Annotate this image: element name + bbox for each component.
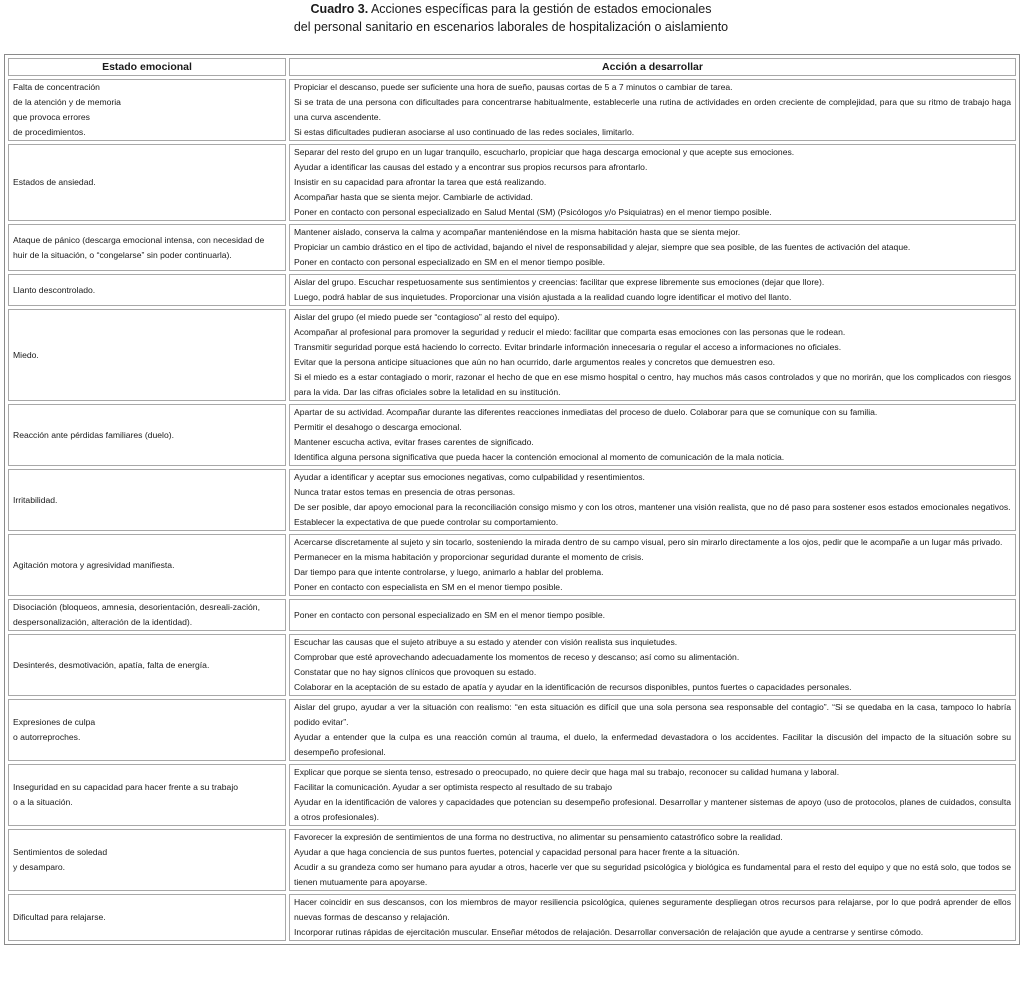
emotional-state-cell bbox=[8, 274, 286, 306]
table-row bbox=[8, 534, 1016, 596]
emotional-state-text: Llanto descontrolado. bbox=[13, 284, 96, 295]
table-row bbox=[8, 829, 1016, 891]
emotional-state-text: Desinterés, desmotivación, apatía, falta de energía. bbox=[13, 659, 210, 670]
action-text: Luego, podrá hablar de sus inquietudes. Proporcionar una visión ajustada a la realidad cuando logre identificar el motivo del llanto. bbox=[294, 292, 792, 302]
action-text: Poner en contacto con personal especializado en SM en el menor tiempo posible. bbox=[294, 257, 605, 267]
emotional-state-cell bbox=[8, 79, 286, 141]
action-text: Separar del resto del grupo en un lugar tranquilo, escucharlo, propiciar que haga descarga emocional y que acepte sus emociones. bbox=[294, 147, 795, 157]
emotional-state-text: Disociación (bloqueos, amnesia, desorientación, desreali-zación, despersonalización, alteración de la identidad). bbox=[13, 602, 260, 627]
action-text: Constatar que no hay signos clínicos que provoquen su estado. bbox=[294, 667, 537, 677]
emotional-state-cell bbox=[8, 599, 286, 631]
table-row bbox=[8, 309, 1016, 401]
emotional-state-text: Falta de concentración bbox=[13, 82, 100, 92]
action-text: Poner en contacto con personal especializado en Salud Mental (SM) (Psicólogos y/o Psiquiatras) en el menor tiempo posible. bbox=[294, 207, 772, 217]
table-row bbox=[8, 894, 1016, 941]
action-text: Mantener escucha activa, evitar frases carentes de significado. bbox=[294, 437, 534, 447]
action-text: Transmitir seguridad porque está haciendo lo correcto. Evitar brindarle información innecesaria o regular el acceso a informaciones no oficiales. bbox=[294, 342, 842, 352]
action-cell bbox=[289, 699, 1016, 761]
action-text: Insistir en su capacidad para afrontar la tarea que está realizando. bbox=[294, 177, 547, 187]
action-text: Permanecer en la misma habitación y proporcionar seguridad durante el momento de crisis. bbox=[294, 552, 644, 562]
table-row bbox=[8, 699, 1016, 761]
action-text: Ayudar a identificar y aceptar sus emociones negativas, como culpabilidad y resentimientos. bbox=[294, 472, 645, 482]
emotional-state-text: o a la situación. bbox=[13, 797, 73, 807]
emotional-state-cell bbox=[8, 699, 286, 761]
action-text: Acompañar hasta que se sienta mejor. Cambiarle de actividad. bbox=[294, 192, 533, 202]
action-text: Apartar de su actividad. Acompañar durante las diferentes reacciones inmediatas del proceso de duelo. Colaborar para que se comunique con su familia. bbox=[294, 407, 878, 417]
table-header-row bbox=[8, 58, 1016, 76]
action-cell bbox=[289, 274, 1016, 306]
action-text: Hacer coincidir en sus descansos, con los miembros de mayor resiliencia psicológica, quienes seguramente despliegan otros recursos para relajarse, por lo que podrá aprender de ellos nuevas formas de descanso y relajación. bbox=[294, 897, 1011, 922]
action-cell bbox=[289, 404, 1016, 466]
action-text: Propiciar el descanso, puede ser suficiente una hora de sueño, pausas cortas de 5 a 7 minutos o cambiar de tarea. bbox=[294, 82, 733, 92]
action-text: Mantener aislado, conserva la calma y acompañar manteniéndose en la misma habitación hasta que se sienta mejor. bbox=[294, 227, 741, 237]
emotional-state-text: de la atención y de memoria bbox=[13, 97, 121, 107]
table-row bbox=[8, 599, 1016, 631]
action-text: Acompañar al profesional para promover la seguridad y reducir el miedo: facilitar que comparta esas emociones con las personas que le rodean. bbox=[294, 327, 846, 337]
action-text: Evitar que la persona anticipe situaciones que aún no han ocurrido, darle argumentos reales y concretos que demuestren eso. bbox=[294, 357, 776, 367]
emotional-state-text: de procedimientos. bbox=[13, 127, 86, 137]
action-text: Favorecer la expresión de sentimientos de una forma no destructiva, no alimentar su pensamiento catastrófico sobre la realidad. bbox=[294, 832, 783, 842]
emotional-state-text: Sentimientos de soledad bbox=[13, 847, 108, 857]
action-cell bbox=[289, 144, 1016, 221]
emotional-states-table bbox=[5, 55, 1019, 944]
caption-line-2: del personal sanitario en escenarios laborales de hospitalización o aislamiento bbox=[293, 20, 729, 34]
action-text: Si el miedo es a estar contagiado o morir, razonar el hecho de que en ese mismo hospital o centro, hay muchos más casos controlados y que no morirán, que los complicados con riesgos para la vida. Dar las cifras oficiales sobre la letalidad en su institución. bbox=[294, 372, 1011, 397]
action-text: Ayudar en la identificación de valores y capacidades que potencian su desempeño profesional. Desarrollar y mantener sistemas de apoyo (uso de protocolos, planes de cuidados, consulta a otros profesionales). bbox=[294, 797, 1011, 822]
emotional-state-text: Ataque de pánico (descarga emocional intensa, con necesidad de huir de la situación, o “congelarse” sin poder continuarla). bbox=[13, 234, 265, 260]
action-cell bbox=[289, 634, 1016, 696]
emotional-state-cell bbox=[8, 144, 286, 221]
action-text: Ayudar a entender que la culpa es una reacción común al trauma, el duelo, la enfermedad devastadora o los accidentes. Facilitar la discusión del impacto de la situación sobre su desempeño profesional. bbox=[294, 732, 1011, 757]
emotional-state-cell bbox=[8, 469, 286, 531]
action-text: Ayudar a que haga conciencia de sus puntos fuertes, potencial y capacidad personal para hacer frente a la situación. bbox=[294, 847, 740, 857]
table-row bbox=[8, 764, 1016, 826]
action-text: Acercarse discretamente al sujeto y sin tocarlo, sosteniendo la mirada dentro de su campo visual, pero sin mirarlo directamente a los ojos, pedir que le acompañe a un lugar más privado. bbox=[294, 537, 1003, 547]
emotional-state-cell bbox=[8, 224, 286, 271]
action-cell bbox=[289, 79, 1016, 141]
emotional-state-text: Expresiones de culpa bbox=[13, 717, 96, 727]
header-emotional-state: Estado emocional bbox=[8, 58, 286, 76]
action-text: Nunca tratar estos temas en presencia de otras personas. bbox=[294, 487, 516, 497]
action-text: Dar tiempo para que intente controlarse, y luego, animarlo a hablar del problema. bbox=[294, 567, 604, 577]
action-cell bbox=[289, 534, 1016, 596]
action-text: De ser posible, dar apoyo emocional para la reconciliación consigo mismo y con los otros, mantener una visión realista, que no dé paso para sostener esos estados emocionales negativos. bbox=[294, 502, 1011, 512]
emotional-state-cell bbox=[8, 534, 286, 596]
action-text: Si se trata de una persona con dificultades para concentrarse habitualmente, establecerle una rutina de actividades en orden creciente de complejidad, para que su ritmo de trabajo haga una curva ascendente. bbox=[294, 97, 1011, 122]
table-row bbox=[8, 224, 1016, 271]
table-row bbox=[8, 274, 1016, 306]
action-cell bbox=[289, 469, 1016, 531]
action-text: Incorporar rutinas rápidas de ejercitación muscular. Enseñar métodos de relajación. Desarrollar conversación de relajación que ayude a centrarse y sentirse cómodo. bbox=[294, 927, 924, 937]
action-cell bbox=[289, 224, 1016, 271]
emotional-state-cell bbox=[8, 404, 286, 466]
table-row bbox=[8, 79, 1016, 141]
table-row bbox=[8, 404, 1016, 466]
action-text: Acudir a su grandeza como ser humano para ayudar a otros, hacerle ver que su seguridad psicológica y biológica es fundamental para el resto del equipo y que no está solo, que todos se tienen mutuamente para apoyarse. bbox=[294, 862, 1011, 887]
caption-title-part-1: Acciones específicas para la gestión de estados emocionales bbox=[368, 2, 712, 16]
table-body bbox=[8, 79, 1016, 941]
action-text: Permitir el desahogo o descarga emocional. bbox=[294, 422, 462, 432]
action-cell bbox=[289, 309, 1016, 401]
emotional-state-text: que provoca errores bbox=[13, 112, 90, 122]
emotional-state-text: y desamparo. bbox=[13, 862, 66, 872]
action-text: Aislar del grupo (el miedo puede ser “contagioso” al resto del equipo). bbox=[294, 312, 560, 322]
action-text: Escuchar las causas que el sujeto atribuye a su estado y atender con visión realista sus inquietudes. bbox=[294, 637, 678, 647]
emotional-state-cell bbox=[8, 764, 286, 826]
emotional-state-cell bbox=[8, 894, 286, 941]
caption-line-1 bbox=[0, 0, 1022, 18]
emotional-state-text: Dificultad para relajarse. bbox=[13, 912, 106, 922]
emotional-state-text: o autorreproches. bbox=[13, 732, 81, 742]
header-action: Acción a desarrollar bbox=[289, 58, 1016, 76]
caption-label: Cuadro 3. bbox=[310, 2, 369, 16]
emotional-state-cell bbox=[8, 829, 286, 891]
action-text: Aislar del grupo. Escuchar respetuosamente sus sentimientos y creencias: facilitar que exprese libremente sus emociones (dejar que llore). bbox=[294, 277, 825, 287]
emotional-state-text: Reacción ante pérdidas familiares (duelo). bbox=[13, 429, 174, 440]
action-text: Ayudar a identificar las causas del estado y a encontrar sus propios recursos para afrontarlo. bbox=[294, 162, 648, 172]
table-row bbox=[8, 634, 1016, 696]
action-text: Poner en contacto con personal especializado en SM en el menor tiempo posible. bbox=[294, 609, 605, 620]
table-caption bbox=[0, 0, 1022, 40]
action-text: Propiciar un cambio drástico en el tipo de actividad, bajando el nivel de responsabilidad y alejar, siempre que sea posible, de las fuentes de activación del ataque. bbox=[294, 242, 911, 252]
emotional-state-text: Irritabilidad. bbox=[13, 494, 58, 505]
emotional-state-text: Agitación motora y agresividad manifiesta. bbox=[13, 559, 175, 570]
action-text: Poner en contacto con especialista en SM en el menor tiempo posible. bbox=[294, 582, 563, 592]
action-text: Establecer la expectativa de que puede controlar su comportamiento. bbox=[294, 517, 559, 527]
action-cell bbox=[289, 599, 1016, 631]
emotional-state-text: Inseguridad en su capacidad para hacer frente a su trabajo bbox=[13, 782, 239, 792]
table-frame bbox=[4, 54, 1020, 945]
action-text: Comprobar que esté aprovechando adecuadamente los momentos de receso y descanso; así como su alimentación. bbox=[294, 652, 740, 662]
emotional-state-cell bbox=[8, 634, 286, 696]
action-cell bbox=[289, 764, 1016, 826]
action-text: Facilitar la comunicación. Ayudar a ser optimista respecto al resultado de su trabajo bbox=[294, 782, 612, 792]
action-text: Colaborar en la aceptación de su estado de apatía y ayudar en la identificación de recursos disponibles, puntos fuertes o capacidades personales. bbox=[294, 682, 852, 692]
table-row bbox=[8, 469, 1016, 531]
action-text: Aislar del grupo, ayudar a ver la situación con realismo: “en esta situación es difícil que una sola persona sea responsable del contagio”. “Si se quedaba en la casa, tampoco lo habría podido evitar”. bbox=[294, 702, 1011, 727]
action-cell bbox=[289, 829, 1016, 891]
emotional-state-text: Miedo. bbox=[13, 349, 39, 360]
action-text: Identifica alguna persona significativa que pueda hacer la contención emocional al momento de comunicación de la mala noticia. bbox=[294, 452, 785, 462]
action-text: Si estas dificultades pudieran asociarse al uso continuado de las redes sociales, limitarlo. bbox=[294, 127, 635, 137]
emotional-state-text: Estados de ansiedad. bbox=[13, 177, 96, 187]
table-row bbox=[8, 144, 1016, 221]
action-cell bbox=[289, 894, 1016, 941]
action-text: Explicar que porque se sienta tenso, estresado o preocupado, no quiere decir que haga mal su trabajo, reconocer su calidad humana y laboral. bbox=[294, 767, 840, 777]
emotional-state-cell bbox=[8, 309, 286, 401]
